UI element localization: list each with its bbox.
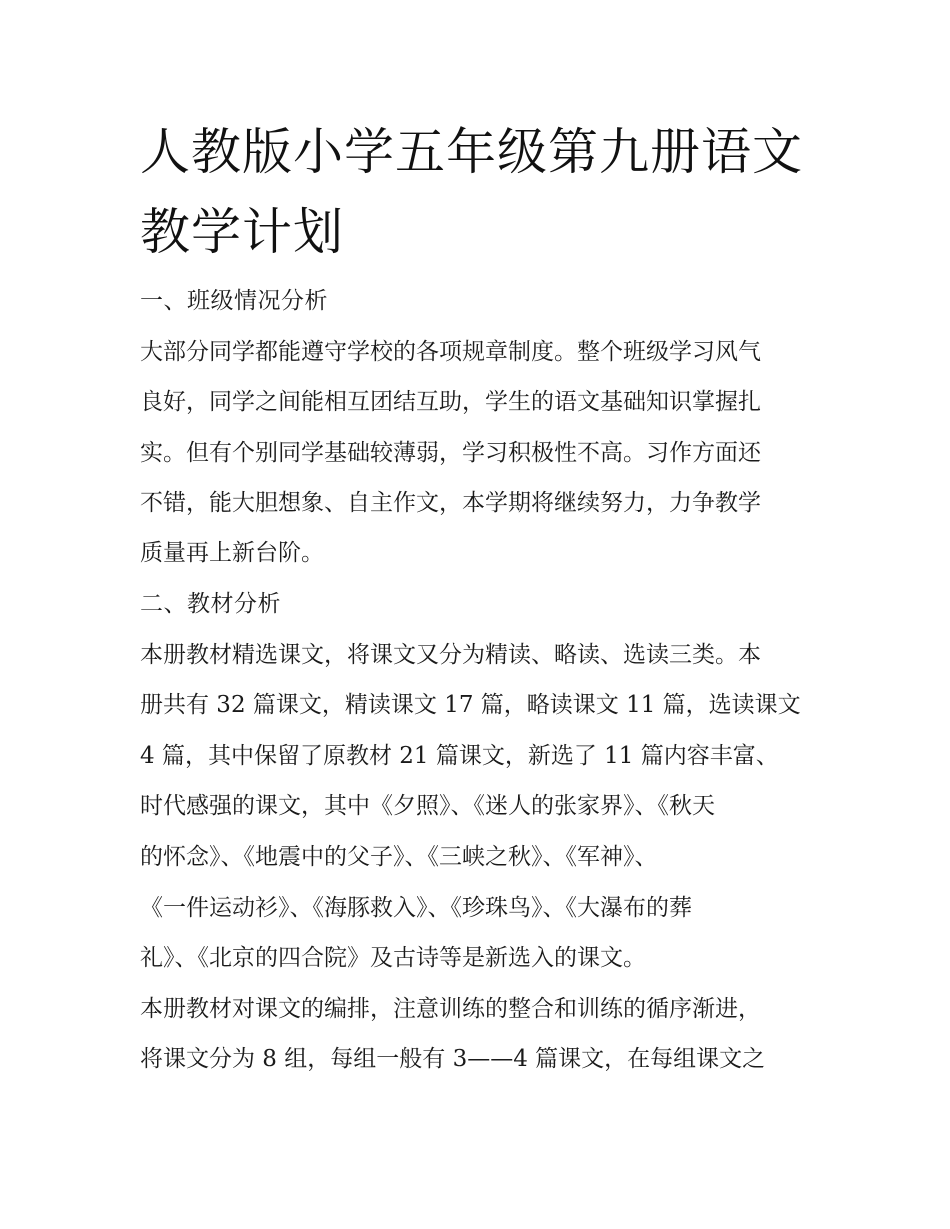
paragraph-line: 时代感强的课文，其中《夕照》、《迷人的张家界》、《秋天 [140, 793, 715, 819]
paragraph-line: 本册教材精选课文，将课文又分为精读、略读、选读三类。本 [140, 642, 761, 668]
paragraph-line: 不错，能大胆想象、自主作文，本学期将继续努力，力争教学 [140, 490, 761, 516]
paragraph-line: 的怀念》、《地震中的父子》、《三峡之秋》、《军神》、 [140, 844, 658, 870]
section-heading-class-analysis: 一、班级情况分析 [140, 288, 328, 314]
paragraph-line: 《一件运动衫》、《海豚救入》、《珍珠鸟》、《大瀑布的葬 [140, 895, 692, 921]
paragraph-line: 礼》、《北京的四合院》及古诗等是新选入的课文。 [140, 945, 646, 971]
paragraph-line: 质量再上新台阶。 [140, 540, 324, 566]
paragraph-line: 良好，同学之间能相互团结互助，学生的语文基础知识掌握扎 [140, 389, 761, 415]
section-heading-textbook-analysis: 二、教材分析 [140, 591, 281, 617]
paragraph-line: 大部分同学都能遵守学校的各项规章制度。整个班级学习风气 [140, 339, 761, 365]
paragraph-line: 本册教材对课文的编排，注意训练的整合和训练的循序渐进， [140, 996, 761, 1022]
paragraph-line: 册共有 32 篇课文，精读课文 17 篇，略读课文 11 篇，选读课文 [140, 692, 801, 718]
paragraph-line: 4 篇，其中保留了原教材 21 篇课文，新选了 11 篇内容丰富、 [140, 743, 779, 769]
paragraph-line: 实。但有个别同学基础较薄弱，学习积极性不高。习作方面还 [140, 440, 761, 466]
document-title: 人教版小学五年级第九册语文教学计划 [140, 123, 803, 261]
paragraph-line: 将课文分为 8 组，每组一般有 3——4 篇课文，在每组课文之 [140, 1046, 766, 1072]
